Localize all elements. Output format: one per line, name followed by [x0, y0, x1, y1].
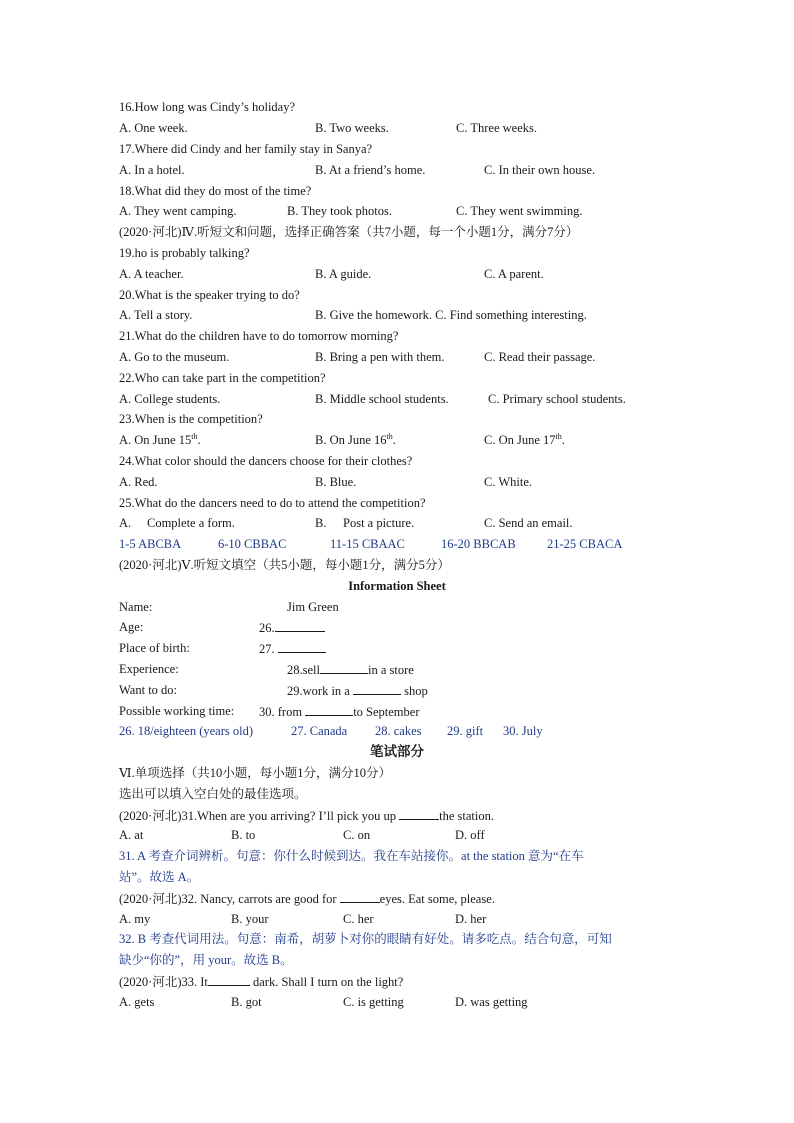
q18-option-b: B. They took photos. — [287, 204, 392, 218]
q17-option-c: C. In their own house. — [484, 163, 596, 177]
q31-option-b: B. to — [231, 828, 256, 842]
q23-option-b: B. On June 16th. — [315, 431, 396, 447]
section-4-heading: (2020·河北)Ⅳ.听短文和问题，选择正确答案（共7小题，每一个小题1分，满分7分） — [119, 225, 579, 239]
question-17-stem: 17.Where did Cindy and her family stay in Sanya? — [119, 142, 373, 156]
q23-option-a: A. On June 15th. — [119, 431, 201, 447]
q31-explanation-line2: 站”。故选 A。 — [119, 870, 200, 884]
question-32-stem: (2020·河北)32. Nancy, carrots are good for eyes. Eat some, please. — [119, 892, 495, 906]
info-experience-field: 28.sell in a store — [287, 663, 414, 677]
info-want-label: Want to do: — [119, 683, 178, 697]
blank-29[interactable] — [353, 682, 401, 695]
answer-key-29: 29. gift — [447, 724, 484, 738]
section-5-heading: (2020·河北)Ⅴ.听短文填空（共5小题，每小题1分，满分5分） — [119, 558, 450, 572]
info-time-label: Possible working time: — [119, 704, 235, 718]
q21-option-a: A. Go to the museum. — [119, 350, 230, 364]
q22-option-b: B. Middle school students. — [315, 392, 449, 406]
question-24-stem: 24.What color should the dancers choose for their clothes? — [119, 454, 413, 468]
section-6-heading: Ⅵ.单项选择（共10小题，每小题1分，满分10分） — [119, 766, 391, 780]
q33-option-c: C. is getting — [343, 995, 404, 1009]
q20-option-bc: B. Give the homework. C. Find something interesting. — [315, 308, 587, 322]
blank-26[interactable] — [275, 619, 325, 632]
info-sheet-title: Information Sheet — [348, 579, 446, 593]
answer-key-11-15: 11-15 CBAAC — [330, 537, 405, 551]
q32-option-a: A. my — [119, 912, 151, 926]
q21-option-b: B. Bring a pen with them. — [315, 350, 445, 364]
info-age-field: 26. — [259, 619, 325, 636]
q24-option-a: A. Red. — [119, 475, 158, 489]
blank-27[interactable] — [278, 640, 326, 653]
q31-option-a: A. at — [119, 828, 144, 842]
q32-explanation-line2: 缺少“你的”，用 your。故选 B。 — [119, 953, 293, 967]
q24-option-b: B. Blue. — [315, 475, 357, 489]
question-20-stem: 20.What is the speaker trying to do? — [119, 288, 300, 302]
q22-option-c: C. Primary school students. — [488, 392, 626, 406]
info-birth-label: Place of birth: — [119, 641, 190, 655]
q20-option-a: A. Tell a story. — [119, 308, 193, 322]
q31-option-c: C. on — [343, 828, 371, 842]
info-time-field: 30. from to September — [259, 705, 420, 719]
question-16-stem: 16.How long was Cindy’s holiday? — [119, 100, 296, 114]
q31-option-d: D. off — [455, 828, 485, 842]
q16-option-c: C. Three weeks. — [456, 121, 537, 135]
q19-option-a: A. A teacher. — [119, 267, 184, 281]
q18-option-a: A. They went camping. — [119, 204, 237, 218]
q22-option-a: A. College students. — [119, 392, 221, 406]
q17-option-a: A. In a hotel. — [119, 163, 185, 177]
answer-key-26: 26. 18/eighteen (years old) — [119, 724, 253, 738]
question-19-stem: 19.ho is probably talking? — [119, 246, 250, 260]
q33-option-d: D. was getting — [455, 995, 528, 1009]
answer-key-1-5: 1-5 ABCBA — [119, 537, 182, 551]
answer-key-6-10: 6-10 CBBAC — [218, 537, 287, 551]
q32-explanation-line1: 32. B 考查代词用法。句意：南希，胡萝卜对你的眼睛有好处。请多吃点。结合句意，可知 — [119, 932, 612, 946]
question-23-stem: 23.When is the competition? — [119, 412, 263, 426]
q25-option-a: Complete a form. — [147, 516, 235, 530]
question-31-stem: (2020·河北)31.When are you arriving? I’ll pick you up the station. — [119, 809, 494, 823]
blank-28[interactable] — [320, 661, 368, 674]
blank-30[interactable] — [305, 703, 353, 716]
q25-option-b-letter: B. — [315, 516, 327, 530]
section-6-instructions: 选出可以填入空白处的最佳选项。 — [119, 787, 307, 801]
answer-key-30: 30. July — [503, 724, 543, 738]
answer-key-16-20: 16-20 BBCAB — [441, 537, 516, 551]
q23-option-c: C. On June 17th. — [484, 431, 565, 447]
q33-option-a: A. gets — [119, 995, 155, 1009]
question-22-stem: 22.Who can take part in the competition? — [119, 371, 326, 385]
q32-option-b: B. your — [231, 912, 269, 926]
q19-option-c: C. A parent. — [484, 267, 544, 281]
answer-key-27: 27. Canada — [291, 724, 348, 738]
written-part-title: 笔试部分 — [370, 744, 424, 759]
info-experience-label: Experience: — [119, 662, 179, 676]
q19-option-b: B. A guide. — [315, 267, 372, 281]
blank-31[interactable] — [399, 807, 439, 820]
info-want-field: 29.work in a shop — [287, 684, 428, 698]
q25-option-b: Post a picture. — [343, 516, 415, 530]
info-age-label: Age: — [119, 620, 144, 634]
blank-33[interactable] — [208, 973, 250, 986]
answer-key-28: 28. cakes — [375, 724, 422, 738]
info-name-value: Jim Green — [287, 600, 339, 614]
question-18-stem: 18.What did they do most of the time? — [119, 184, 312, 198]
q32-option-d: D. her — [455, 912, 487, 926]
blank-32[interactable] — [340, 890, 380, 903]
q17-option-b: B. At a friend’s home. — [315, 163, 426, 177]
q31-explanation-line1: 31. A 考查介词辨析。句意：你什么时候到达。我在车站接你。at the station 意为“在车 — [119, 849, 584, 863]
question-21-stem: 21.What do the children have to do tomorrow morning? — [119, 329, 399, 343]
q25-option-a-letter: A. — [119, 516, 132, 530]
answer-key-21-25: 21-25 CBACA — [547, 537, 623, 551]
q16-option-a: A. One week. — [119, 121, 188, 135]
q16-option-b: B. Two weeks. — [315, 121, 389, 135]
question-33-stem: (2020·河北)33. It dark. Shall I turn on the light? — [119, 975, 404, 989]
q18-option-c: C. They went swimming. — [456, 204, 583, 218]
q21-option-c: C. Read their passage. — [484, 350, 596, 364]
question-25-stem: 25.What do the dancers need to do to attend the competition? — [119, 496, 426, 510]
q33-option-b: B. got — [231, 995, 262, 1009]
q32-option-c: C. her — [343, 912, 374, 926]
q25-option-c: C. Send an email. — [484, 516, 573, 530]
info-birth-field: 27. — [259, 640, 326, 657]
info-name-label: Name: — [119, 600, 153, 614]
q24-option-c: C. White. — [484, 475, 533, 489]
